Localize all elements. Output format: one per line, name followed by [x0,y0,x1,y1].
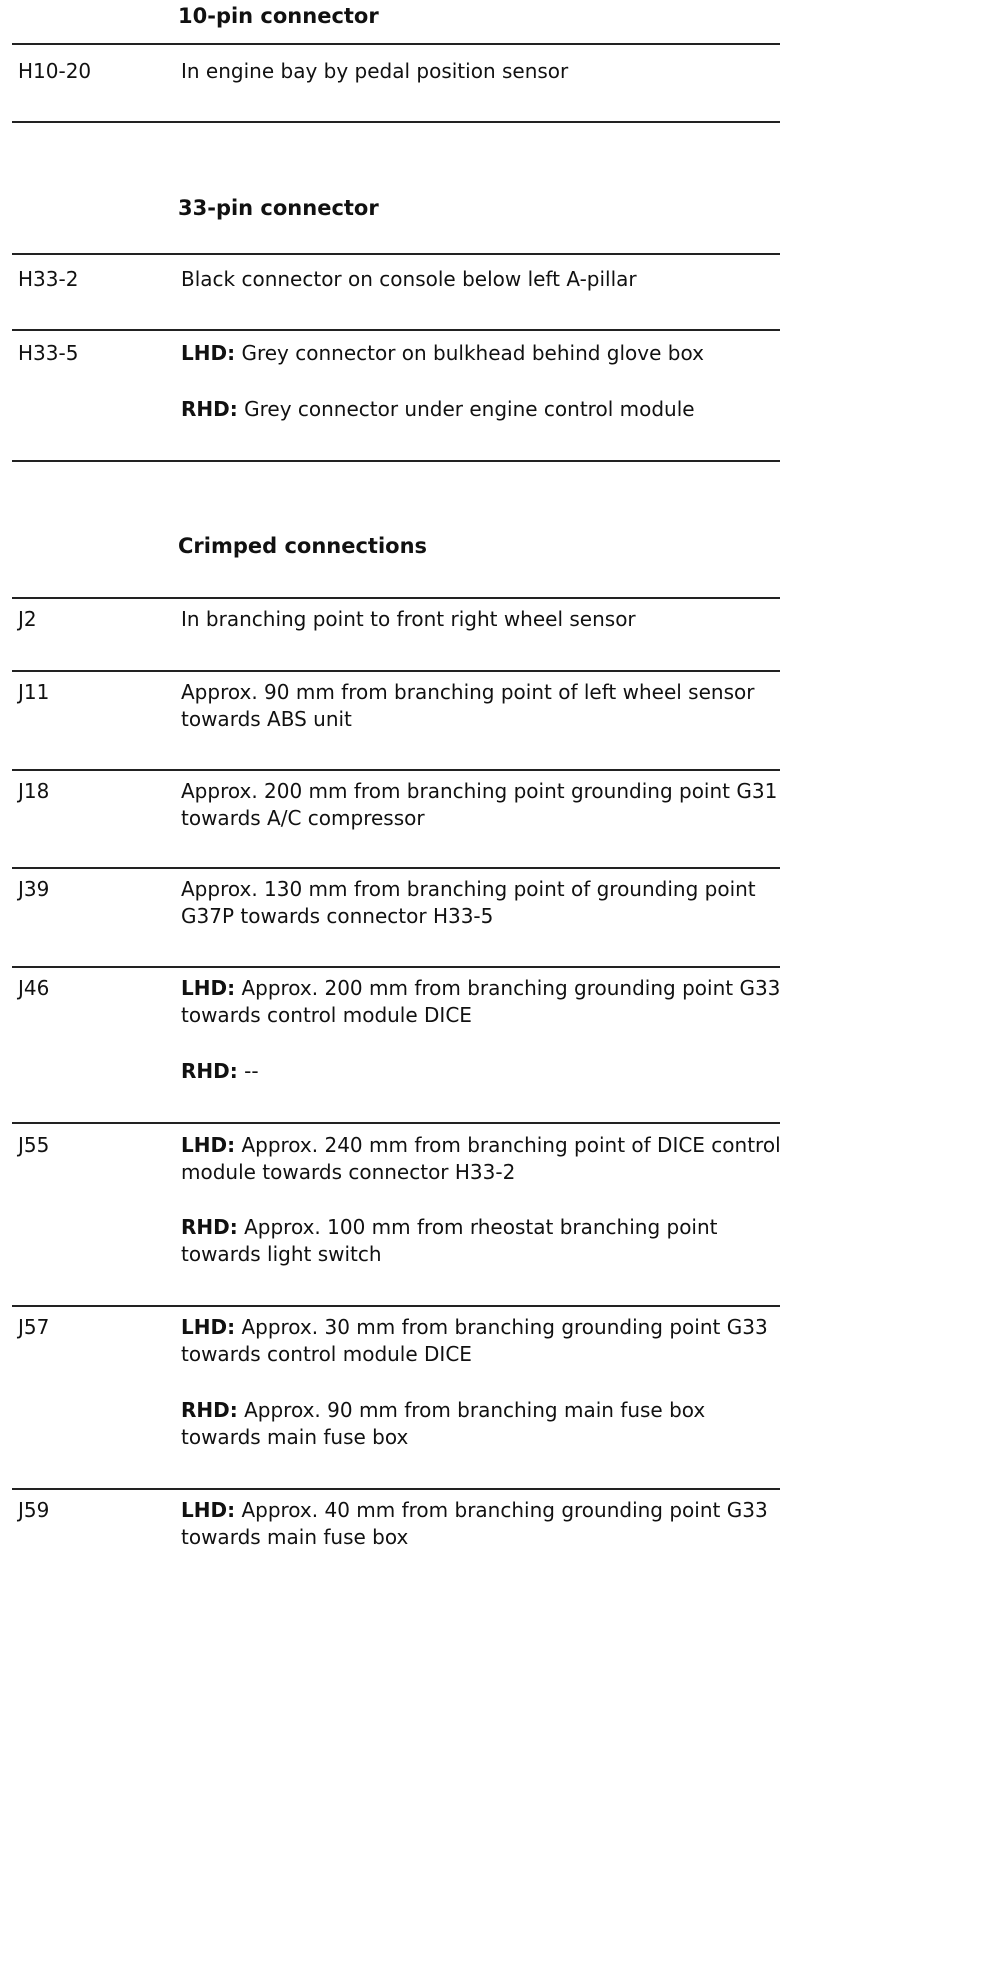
connector-id: H33-2 [18,267,79,291]
table-rule [12,43,780,45]
connection-id: J18 [18,779,50,803]
connection-id: J57 [18,1315,50,1339]
table-rule [12,867,780,869]
section-heading-33-pin: 33-pin connector [178,196,379,220]
connection-location: Approx. 130 mm from branching point of grounding point G37P towards connector H33-5 [181,877,756,928]
connection-location-rhd: RHD: Approx. 90 mm from branching main fuse box towards main fuse box [181,1398,706,1449]
connection-location: Approx. 200 mm from branching point grounding point G31 towards A/C compressor [181,779,778,830]
table-rule [12,597,780,599]
connection-location-lhd: LHD: Approx. 30 mm from branching grounding point G33 towards control module DICE [181,1315,768,1366]
table-rule [12,253,780,255]
table-rule [12,966,780,968]
connection-id: J39 [18,877,50,901]
connection-location: Approx. 90 mm from branching point of left wheel sensor towards ABS unit [181,680,755,731]
connector-location: In engine bay by pedal position sensor [181,59,569,83]
connection-id: J59 [18,1498,50,1522]
connection-location-lhd: LHD: Approx. 200 mm from branching grounding point G33 towards control module DICE [181,976,781,1027]
connection-location-rhd: RHD: -- [181,1059,259,1083]
connection-id: J55 [18,1133,50,1157]
connection-location-lhd: LHD: Approx. 240 mm from branching point of DICE control module towards connector H33-2 [181,1133,781,1184]
table-rule [12,1305,780,1307]
connection-id: J11 [18,680,50,704]
connection-id: J2 [18,607,37,631]
connector-location-lhd: LHD: Grey connector on bulkhead behind glove box [181,341,704,365]
connector-location: Black connector on console below left A-pillar [181,267,637,291]
table-rule [12,460,780,462]
section-heading-crimped: Crimped connections [178,534,428,558]
connector-location-rhd: RHD: Grey connector under engine control module [181,397,695,421]
connection-location-rhd: RHD: Approx. 100 mm from rheostat branching point towards light switch [181,1215,718,1266]
connection-location: In branching point to front right wheel sensor [181,607,636,631]
connection-location-lhd: LHD: Approx. 40 mm from branching grounding point G33 towards main fuse box [181,1498,768,1549]
table-rule [12,670,780,672]
connector-id: H10-20 [18,59,92,83]
connection-id: J46 [18,976,50,1000]
connector-id: H33-5 [18,341,79,365]
table-rule [12,329,780,331]
table-rule [12,1122,780,1124]
table-rule [12,1488,780,1490]
section-heading-10-pin: 10-pin connector [178,4,379,28]
table-rule [12,769,780,771]
table-rule [12,121,780,123]
